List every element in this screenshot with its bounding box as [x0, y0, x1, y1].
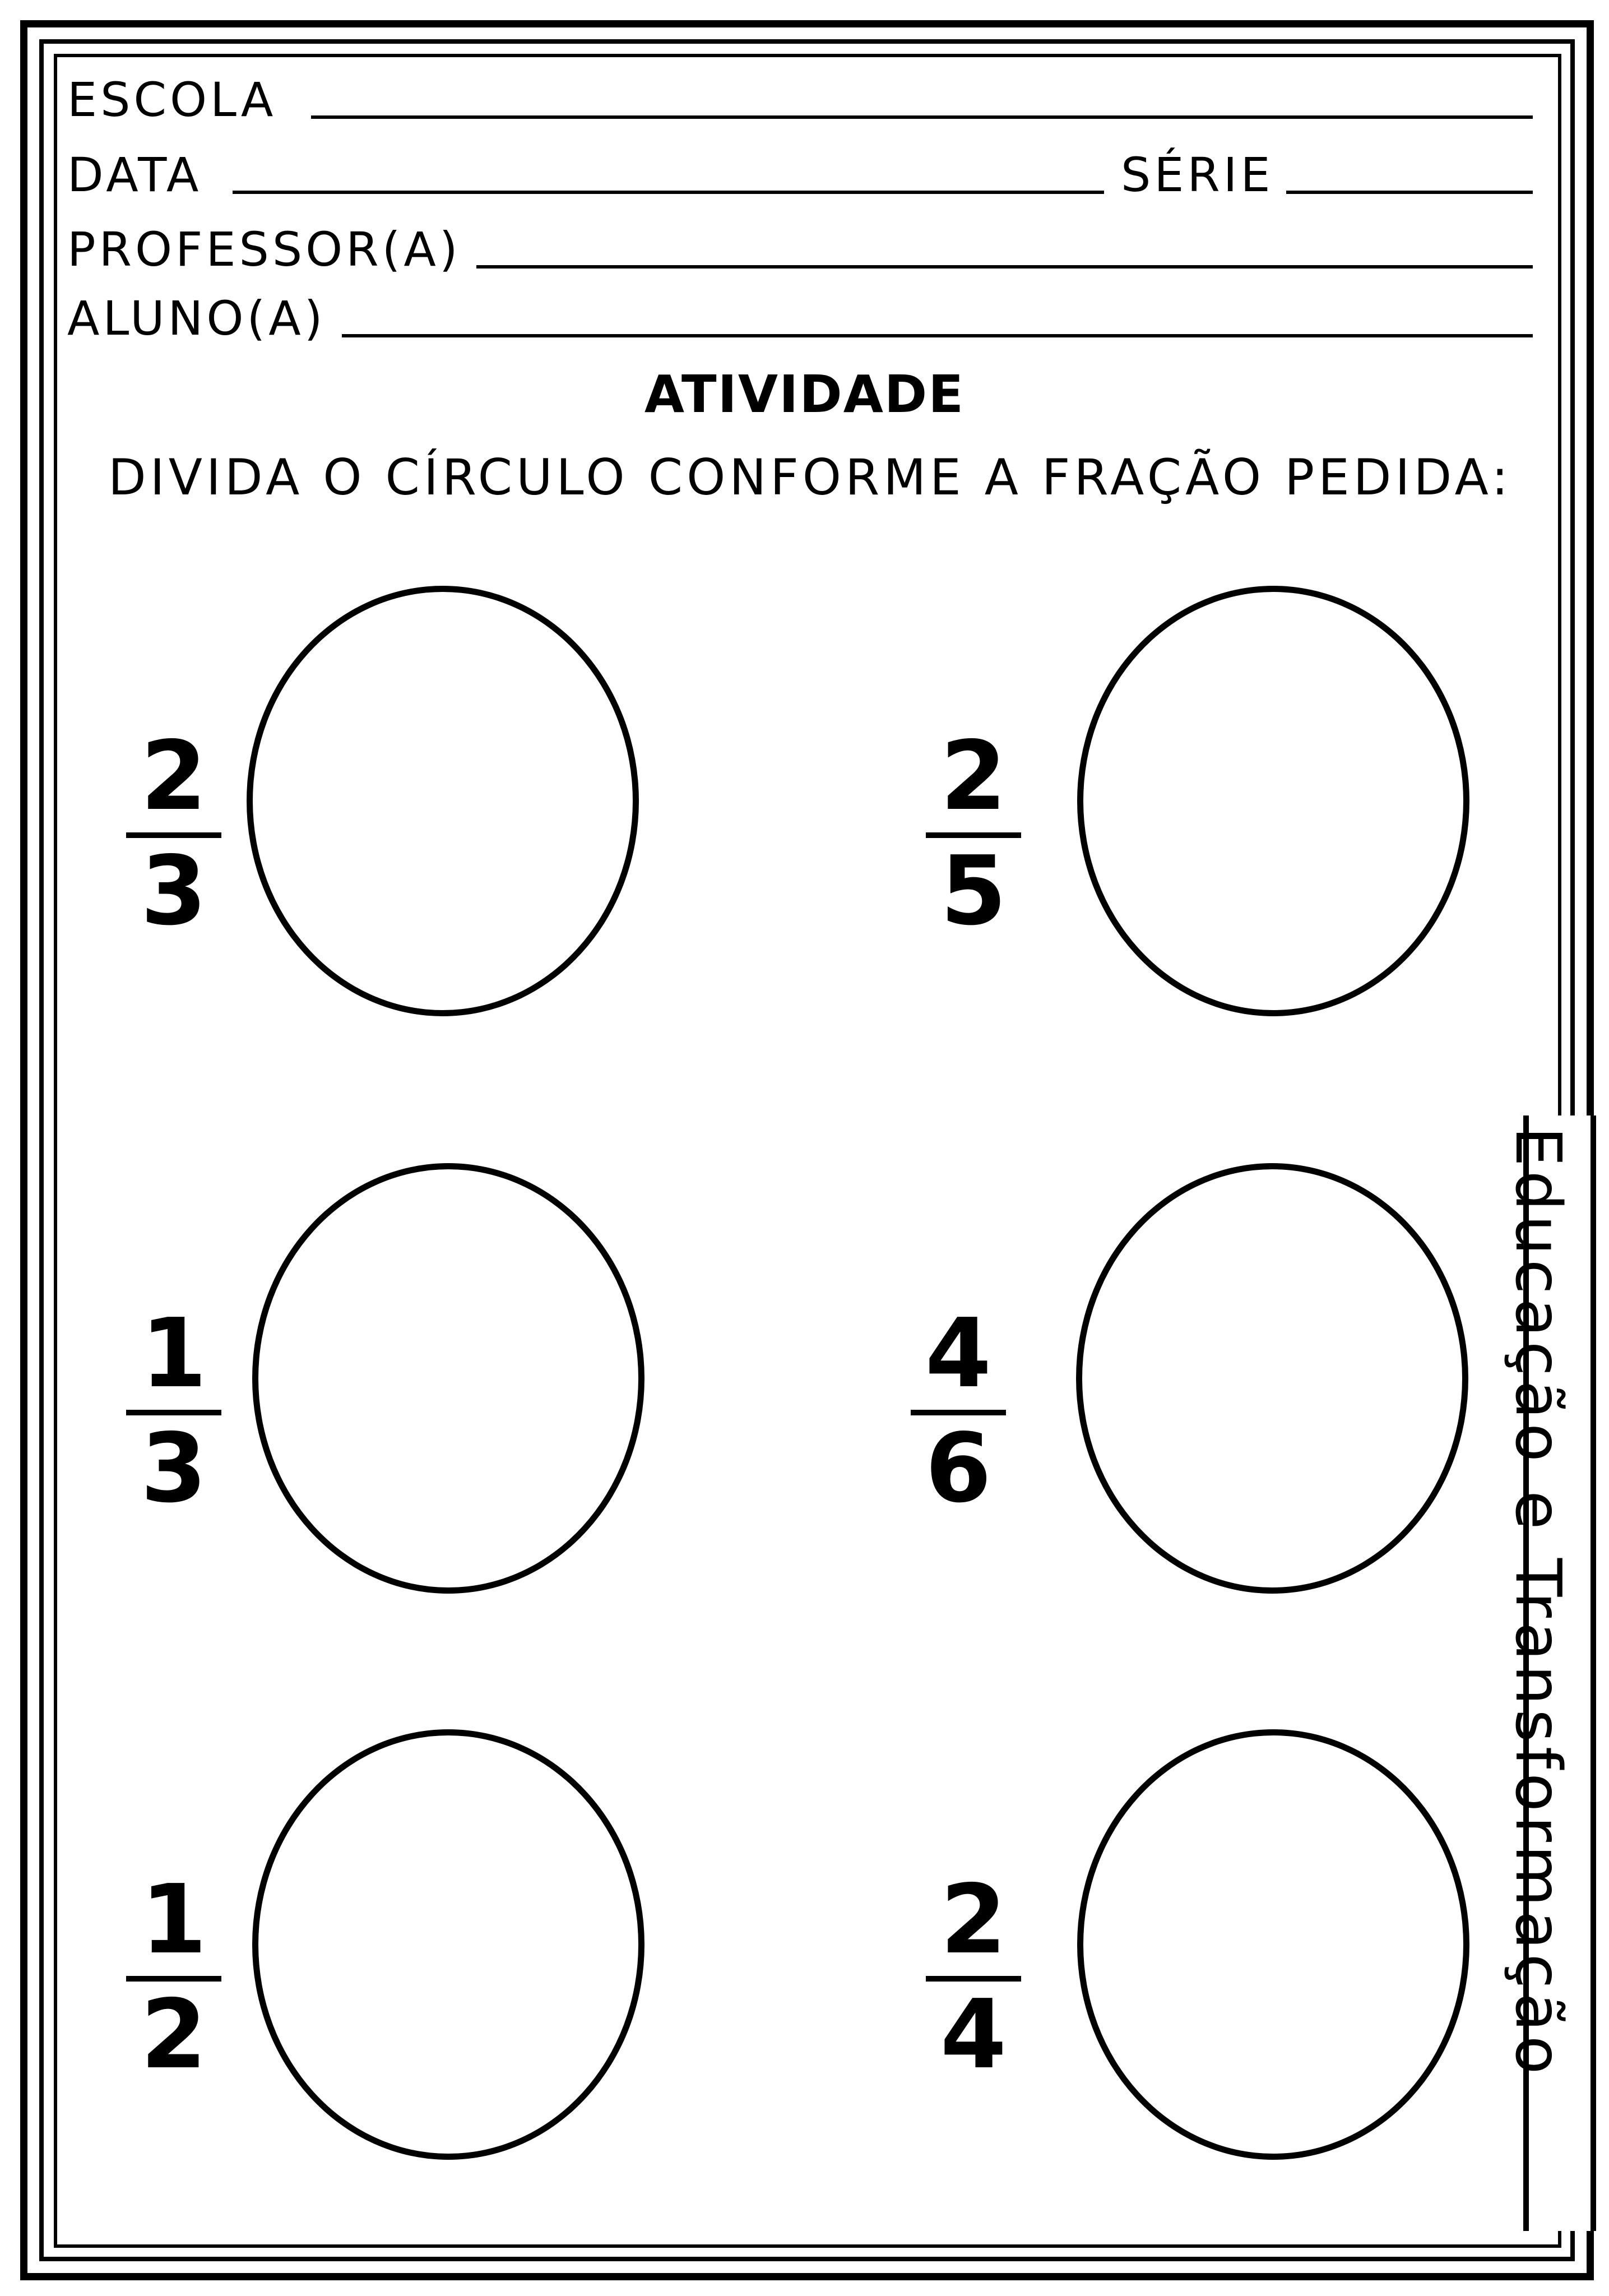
- fraction-denominator: 4: [940, 1979, 1007, 2090]
- data-row: [67, 141, 1536, 203]
- activity-title: ATIVIDADE: [644, 364, 965, 424]
- fraction: [118, 1729, 230, 2189]
- serie-field[interactable]: [1286, 191, 1533, 194]
- fraction-numerator: 2: [140, 721, 207, 832]
- fraction: [917, 1729, 1030, 2189]
- escola-label: ESCOLA: [67, 72, 277, 127]
- fraction-denominator: 6: [925, 1413, 992, 1524]
- fraction: [917, 586, 1030, 1045]
- fraction-denominator: 2: [140, 1979, 207, 2090]
- serie-label: SÉRIE: [1121, 147, 1274, 202]
- aluno-label: ALUNO(A): [67, 291, 326, 346]
- division-circle[interactable]: [247, 586, 639, 1016]
- escola-field[interactable]: [311, 115, 1533, 119]
- fraction: [118, 586, 230, 1045]
- side-caption: Educação e Transformação: [1501, 1127, 1574, 2079]
- fraction-numerator: 1: [140, 1298, 207, 1409]
- activity-instruction: DIVIDA O CÍRCULO CONFORME A FRAÇÃO PEDIDA:: [108, 448, 1512, 506]
- fraction-item: [917, 586, 1609, 1045]
- fraction-numerator: 2: [940, 721, 1007, 832]
- data-field[interactable]: [233, 191, 1104, 194]
- division-circle[interactable]: [1076, 1163, 1468, 1594]
- fraction-numerator: 1: [140, 1864, 207, 1975]
- division-circle[interactable]: [1077, 1729, 1469, 2160]
- division-circle[interactable]: [252, 1163, 644, 1594]
- fraction-item: [118, 1729, 846, 2189]
- fraction: [902, 1163, 1014, 1623]
- division-circle[interactable]: [1077, 586, 1469, 1016]
- data-label: DATA: [67, 147, 202, 202]
- aluno-row: [67, 285, 1536, 346]
- fraction: [118, 1163, 230, 1623]
- professor-label: PROFESSOR(A): [67, 222, 461, 277]
- professor-row: [67, 216, 1536, 277]
- professor-field[interactable]: [476, 265, 1533, 269]
- fraction-numerator: 2: [940, 1864, 1007, 1975]
- fraction-item: [118, 1163, 846, 1623]
- fraction-denominator: 3: [140, 1413, 207, 1524]
- escola-row: [67, 66, 1536, 128]
- fraction-denominator: 5: [940, 836, 1007, 947]
- fraction-numerator: 4: [925, 1298, 992, 1409]
- fraction-item: [118, 586, 846, 1045]
- division-circle[interactable]: [252, 1729, 644, 2160]
- fraction-denominator: 3: [140, 836, 207, 947]
- aluno-field[interactable]: [342, 334, 1533, 337]
